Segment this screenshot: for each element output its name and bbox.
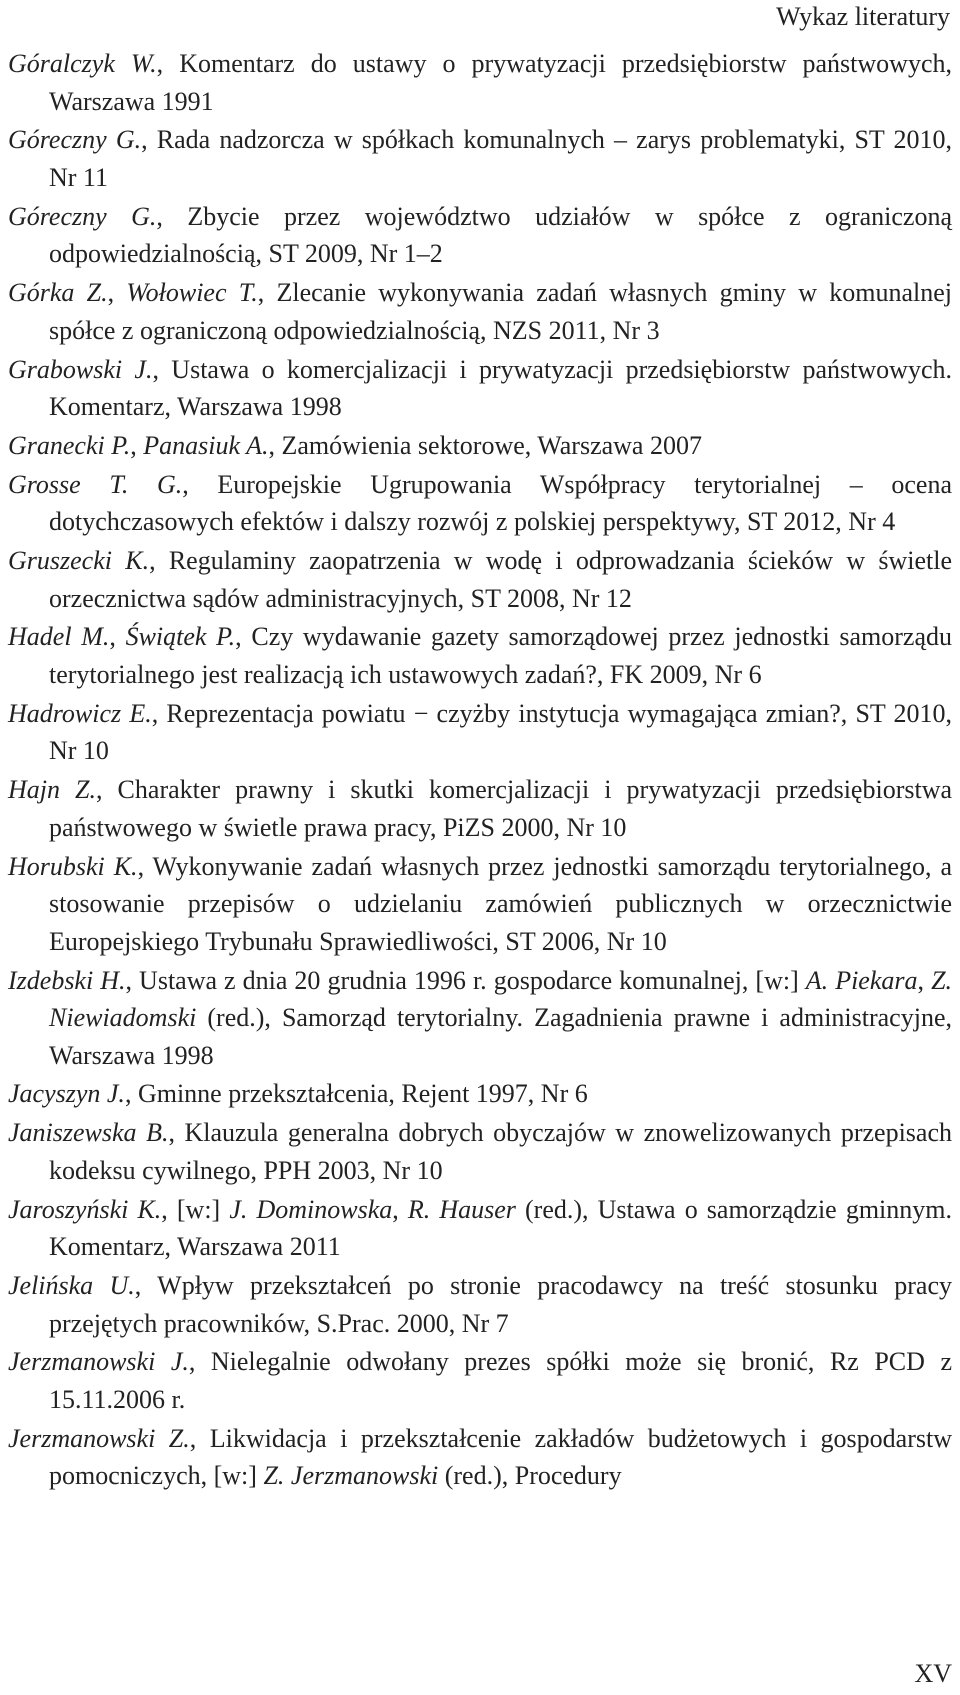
entry-author: Góreczny G. bbox=[8, 125, 142, 155]
entry-author: Hadel M. bbox=[8, 622, 110, 652]
bibliography-entry: Góreczny G., Rada nadzorcza w spółkach komunalnych – zarys problematyki, ST 2010, Nr 11 bbox=[8, 125, 952, 192]
bibliography-entry: Gruszecki K., Regulaminy zaopatrzenia w wodę i odprowadzania ścieków w świetle orzecznictwa sądów administracyjnych, ST 2008, Nr 12 bbox=[8, 546, 952, 613]
bibliography-entry: Horubski K., Wykonywanie zadań własnych przez jednostki samorządu terytorialnego, a stosowanie przepisów o udzielaniu zamówień publicznych w orzecznictwie Europejskiego Trybunału Sprawiedliwości, ST 2006, Nr 10 bbox=[8, 851, 952, 956]
entry-author: Jaroszyński K. bbox=[8, 1194, 162, 1224]
entry-author: Horubski K. bbox=[8, 851, 138, 881]
entry-editor: R. Hauser bbox=[407, 1194, 516, 1224]
entry-author: Gruszecki K. bbox=[8, 546, 150, 576]
entry-author: Granecki P. bbox=[8, 430, 131, 460]
bibliography-entry: Górka Z., Wołowiec T., Zlecanie wykonywania zadań własnych gminy w komunalnej spółce z ograniczoną odpowiedzialnością, NZS 2011, Nr 3 bbox=[8, 278, 953, 345]
bibliography-entry: Jaroszyński K., [w:] J. Dominowska, R. Hauser (red.), Ustawa o samorządzie gminnym. Komentarz, Warszawa 2011 bbox=[8, 1194, 952, 1262]
bibliography-entry: Hajn Z., Charakter prawny i skutki komercjalizacji i prywatyzacji przedsiębiorstwa państwowego w świetle prawa pracy, PiZS 2000, Nr 10 bbox=[8, 775, 953, 842]
entry-editor: Z. Jerzmanowski bbox=[263, 1461, 439, 1491]
bibliography-entry: Hadel M., Świątek P., Czy wydawanie gazety samorządowej przez jednostki samorządu terytorialnego jest realizacją ich ustawowych zadań?, FK 2009, Nr 6 bbox=[8, 622, 952, 689]
entry-author: Góreczny G. bbox=[8, 201, 157, 231]
entry-editor: J. Dominowska bbox=[229, 1194, 393, 1224]
entry-editor: Z. Niewiadomski bbox=[49, 965, 953, 1033]
entry-author: Jacyszyn J. bbox=[8, 1079, 125, 1109]
bibliography-entry: Izdebski H., Ustawa z dnia 20 grudnia 1996 r. gospodarce komunalnej, [w:] A. Piekara, Z. Niewiadomski (red.), Samorząd terytorialny. Zagadnienia prawne i administracyjne, Warszawa 1998 bbox=[8, 965, 953, 1070]
entry-editor: A. Piekara bbox=[805, 965, 918, 995]
entry-author: Jerzmanowski J. bbox=[8, 1347, 189, 1377]
bibliography-entry: Jelińska U., Wpływ przekształceń po stronie pracodawcy na treść stosunku pracy przejętych pracowników, S.Prac. 2000, Nr 7 bbox=[8, 1271, 952, 1338]
page-number: XV bbox=[914, 1659, 952, 1688]
entry-author: Jerzmanowski Z. bbox=[8, 1423, 190, 1453]
entry-author: Górka Z. bbox=[8, 278, 108, 308]
entry-author: Świątek P. bbox=[125, 622, 236, 652]
entry-author: Hadrowicz E. bbox=[8, 698, 152, 728]
bibliography-entry: Góreczny G., Zbycie przez województwo udziałów w spółce z ograniczoną odpowiedzialnością, ST 2009, Nr 1–2 bbox=[8, 201, 952, 269]
bibliography-entry: Grabowski J., Ustawa o komercjalizacji i prywatyzacji przedsiębiorstw państwowych. Komentarz, Warszawa 1998 bbox=[8, 354, 952, 422]
bibliography-list bbox=[8, 45, 952, 1496]
entry-author: Izdebski H. bbox=[8, 965, 126, 995]
running-header: Wykaz literatury bbox=[776, 2, 950, 31]
bibliography-entry: Hadrowicz E., Reprezentacja powiatu − czyżby instytucja wymagająca zmian?, ST 2010, Nr 10 bbox=[8, 698, 952, 766]
entry-author: Grabowski J. bbox=[8, 354, 153, 384]
entry-author: Hajn Z. bbox=[8, 775, 97, 805]
entry-author: Wołowiec T. bbox=[126, 278, 258, 308]
bibliography-entry: Jerzmanowski J., Nielegalnie odwołany prezes spółki może się bronić, Rz PCD z 15.11.2006 r. bbox=[8, 1347, 952, 1414]
bibliography-entry: Góralczyk W., Komentarz do ustawy o prywatyzacji przedsiębiorstw państwowych, Warszawa 1991 bbox=[8, 49, 952, 116]
entry-author: Grosse T. G. bbox=[8, 469, 183, 499]
bibliography-entry: Grosse T. G., Europejskie Ugrupowania Współpracy terytorialnej – ocena dotychczasowych efektów i dalszy rozwój z polskiej perspektywy, ST 2012, Nr 4 bbox=[8, 469, 953, 537]
bibliography-entry: Jerzmanowski Z., Likwidacja i przekształcenie zakładów budżetowych i gospodarstw pomocniczych, [w:] Z. Jerzmanowski (red.), Procedury bbox=[8, 1423, 952, 1491]
entry-author: Jelińska U. bbox=[8, 1271, 135, 1300]
bibliography-entry: Janiszewska B., Klauzula generalna dobrych obyczajów w znowelizowanych przepisach kodeksu cywilnego, PPH 2003, Nr 10 bbox=[8, 1118, 952, 1185]
bibliography-entry: Granecki P., Panasiuk A., Zamówienia sektorowe, Warszawa 2007 bbox=[8, 430, 702, 460]
entry-author: Janiszewska B. bbox=[8, 1118, 169, 1148]
entry-author: Góralczyk W. bbox=[8, 49, 157, 78]
bibliography-entry: Jacyszyn J., Gminne przekształcenia, Rejent 1997, Nr 6 bbox=[8, 1079, 588, 1109]
entry-author: Panasiuk A. bbox=[143, 430, 269, 460]
